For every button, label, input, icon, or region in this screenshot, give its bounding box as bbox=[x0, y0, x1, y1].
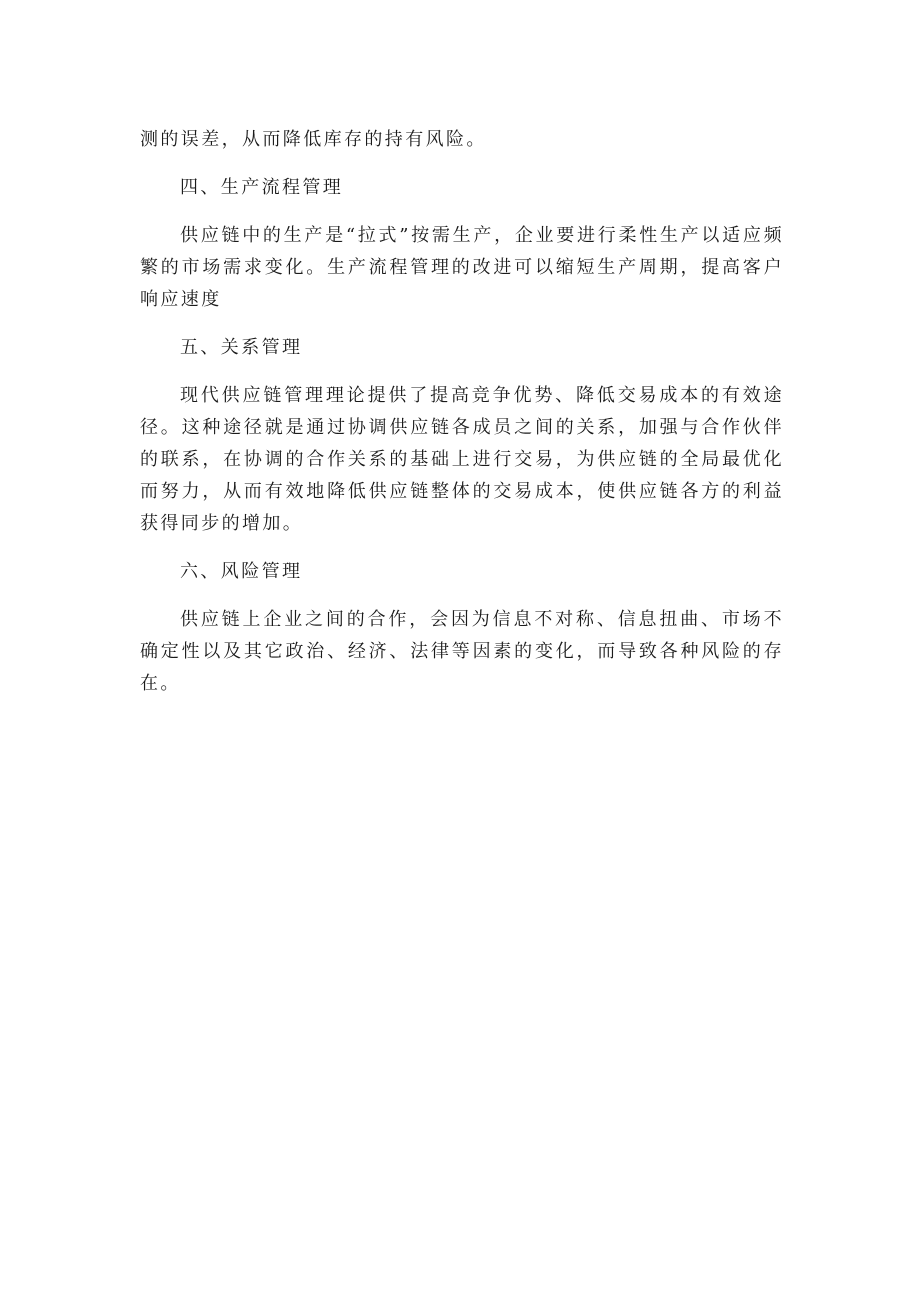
paragraph-risk: 供应链上企业之间的合作，会因为信息不对称、信息扭曲、市场不确定性以及其它政治、经济、法律等因素的变化，而导致各种风险的存在。 bbox=[140, 609, 784, 694]
section-heading-production: 四、生产流程管理 bbox=[180, 177, 344, 198]
section-heading-relationship: 五、关系管理 bbox=[180, 337, 303, 358]
section-heading-risk: 六、风险管理 bbox=[180, 561, 303, 582]
paragraph-relationship: 现代供应链管理理论提供了提高竞争优势、降低交易成本的有效途径。这种途径就是通过协调供应链各成员之间的关系，加强与合作伙伴的联系，在协调的合作关系的基础上进行交易，为供应链的全局最优化而努力，从而有效地降低供应链整体的交易成本，使供应链各方的利益获得同步的增加。 bbox=[140, 385, 784, 534]
document-body bbox=[140, 124, 784, 716]
paragraph-continuation: 测的误差，从而降低库存的持有风险。 bbox=[140, 129, 487, 150]
paragraph-production: 供应链中的生产是“拉式”按需生产，企业要进行柔性生产以适应频繁的市场需求变化。生产流程管理的改进可以缩短生产周期，提高客户响应速度 bbox=[140, 225, 784, 310]
